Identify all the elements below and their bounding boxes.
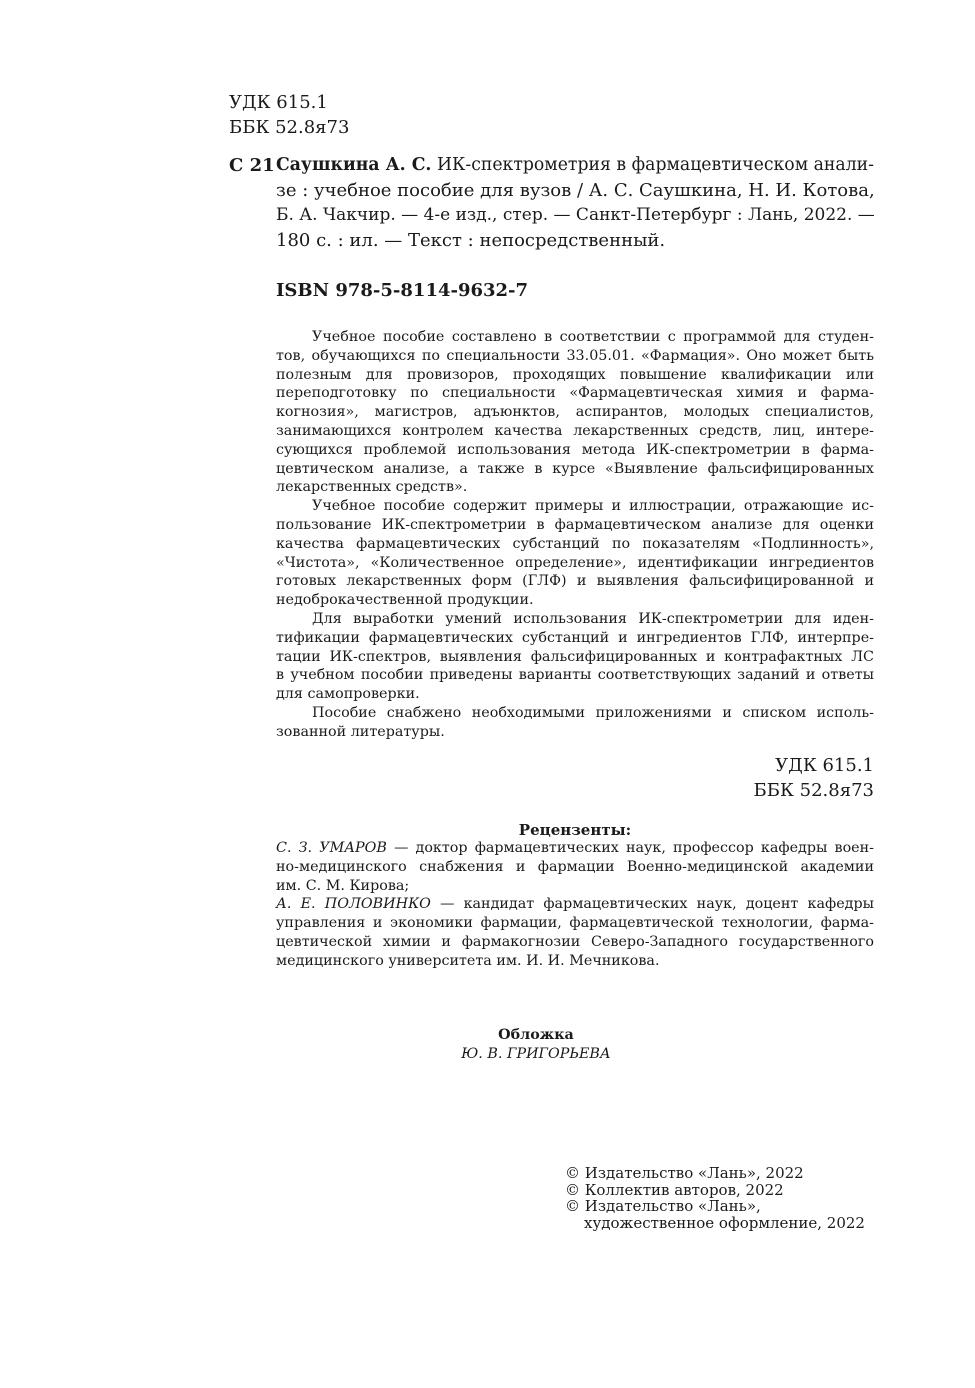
udk-code: УДК 615.1 <box>775 755 874 776</box>
annotation-line: лекарственных средств». <box>276 479 468 496</box>
annotation-line: тов, обучающихся по специальности 33.05.01. «Фармация». Оно может быть <box>276 347 874 364</box>
annotation-line: качества фармацевтических субстанций по показателям «Подлинность», <box>276 535 874 552</box>
bibliographic-record <box>276 153 874 253</box>
cover-credit <box>376 1026 696 1064</box>
copyright-line: © Издательство «Лань», <box>565 1197 761 1215</box>
copyright-line: художественное оформление, 2022 <box>584 1213 865 1232</box>
annotation-line: тификации фармацевтических субстанций и ингредиентов ГЛФ, интерпре- <box>276 629 874 646</box>
annotation-line: в учебном пособии приведены варианты соответствующих заданий и ответы <box>276 667 874 684</box>
annotation-line: для самопроверки. <box>276 686 420 703</box>
biblio-line-3: Б. А. Чакчир. — 4-е изд., стер. — Санкт-Петербург : Лань, 2022. — <box>276 205 875 225</box>
reviewer-2-line: А. Е. ПОЛОВИНКО — кандидат фармацевтических наук, доцент кафедры <box>276 896 874 913</box>
udk-bbk-right <box>674 753 874 803</box>
cover-designer: Ю. В. ГРИГОРЬЕВА <box>461 1045 611 1062</box>
annotation-line: готовых лекарственных форм (ГЛФ) и выявления фальсифицированной и <box>276 573 874 590</box>
annotation-line: зованной литературы. <box>276 723 445 740</box>
cover-label: Обложка <box>498 1027 574 1043</box>
annotation-line: когнозия», магистров, адъюнктов, аспирантов, молодых специалистов, <box>276 404 874 421</box>
bbk-code: ББК 52.8я73 <box>229 117 350 138</box>
annotation-line: «Чистота», «Количественное определение», идентификации ингредиентов <box>276 554 874 571</box>
reviewers-heading: Рецензенты: <box>518 821 632 839</box>
reviewer-1-name: С. З. УМАРОВ <box>276 840 387 856</box>
annotation-line: переподготовку по специальности «Фармацевтическая химия и фарма- <box>276 385 874 402</box>
annotation-line: цевтическом анализе, а также в курсе «Выявление фальсифицированных <box>276 460 874 477</box>
udk-code: УДК 615.1 <box>229 92 328 113</box>
annotation-line: недоброкачественной продукции. <box>276 592 534 609</box>
biblio-author: Саушкина А. С. <box>276 155 432 175</box>
copyright-block <box>565 1165 865 1231</box>
annotation <box>276 328 874 742</box>
reviewer-1-line: С. З. УМАРОВ — доктор фармацевтических наук, профессор кафедры воен- <box>276 840 874 856</box>
annotation-line: сующихся проблемой использования метода ИК-спектрометрии в фарма- <box>276 441 874 458</box>
copyright-line: © Коллектив авторов, 2022 <box>565 1180 784 1199</box>
isbn: ISBN 978-5-8114-9632-7 <box>276 280 529 301</box>
reviewer-2-line: управления и экономики фармации, фармацевтической технологии, фарма- <box>276 915 874 932</box>
biblio-line-1: Саушкина А. С. ИК-спектрометрия в фармацевтическом анали- <box>276 155 874 175</box>
reviewer-1-line: им. С. М. Кирова; <box>276 877 410 894</box>
annotation-line: Для выработки умений использования ИК-спектрометрии для иден- <box>312 610 874 627</box>
reviewer-2-line: цевтической химии и фармакогнозии Северо-Западного государственного <box>276 933 874 950</box>
annotation-line: пользование ИК-спектрометрии в фармацевтическом анализе для оценки <box>276 516 874 533</box>
annotation-line: полезным для провизоров, проходящих повышение квалификации или <box>276 366 874 383</box>
annotation-line: Учебное пособие составлено в соответствии с программой для студен- <box>312 329 874 345</box>
udk-bbk-top <box>229 90 349 140</box>
reviewers-list <box>276 839 874 971</box>
bbk-code: ББК 52.8я73 <box>753 780 874 801</box>
annotation-line: Пособие снабжено необходимыми приложениями и списком исполь- <box>312 704 874 721</box>
annotation-line: тации ИК-спектров, выявления фальсифицированных и контрафактных ЛС <box>276 648 874 665</box>
annotation-line: Учебное пособие содержит примеры и иллюстрации, отражающие ис- <box>312 498 874 515</box>
author-mark: С 21 <box>229 155 275 176</box>
biblio-line-2: зе : учебное пособие для вузов / А. С. Саушкина, Н. И. Котова, <box>276 180 875 201</box>
reviewer-2-line: медицинского университета им. И. И. Мечникова. <box>276 952 660 969</box>
copyright-line: © Издательство «Лань», 2022 <box>565 1164 804 1182</box>
biblio-line-4: 180 с. : ил. — Текст : непосредственный. <box>276 230 666 251</box>
annotation-line: занимающихся контролем качества лекарственных средств, лиц, интере- <box>276 422 874 439</box>
reviewer-2-name: А. Е. ПОЛОВИНКО <box>276 896 431 913</box>
reviewer-1-line: но-медицинского снабжения и фармации Военно-медицинской академии <box>276 858 874 875</box>
